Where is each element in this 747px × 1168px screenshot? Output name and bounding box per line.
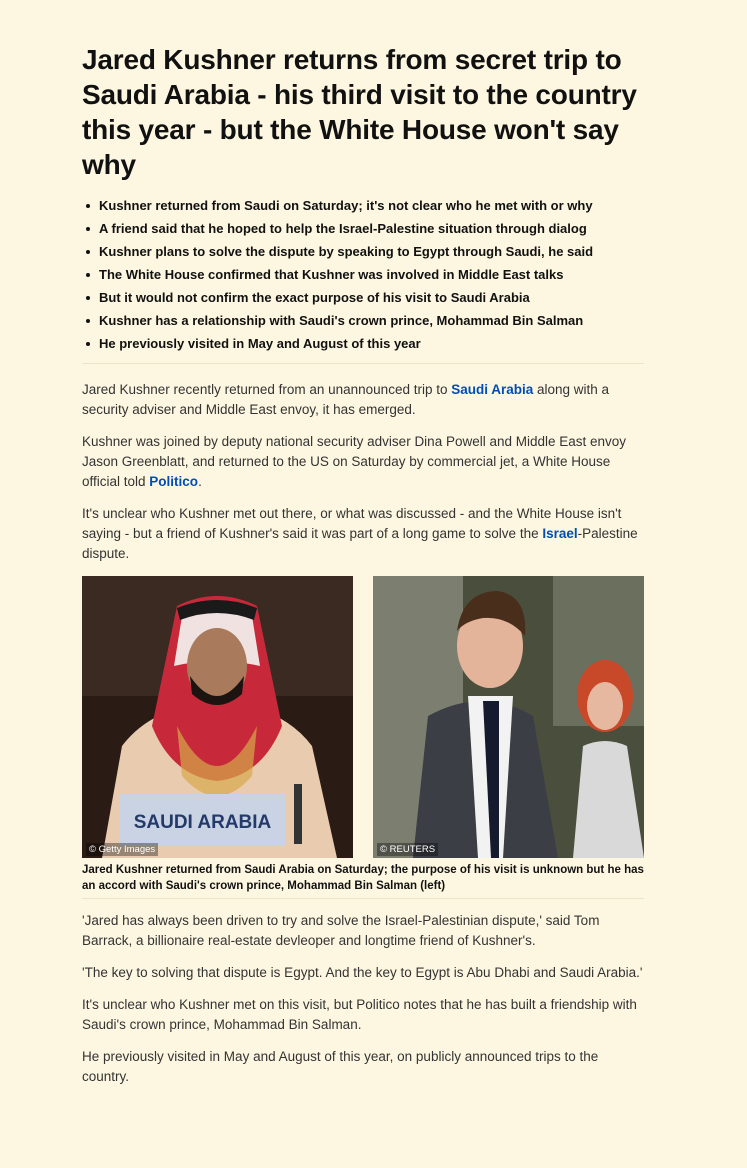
- placard-text: SAUDI ARABIA: [133, 812, 272, 833]
- paragraph-text: along with a security adviser and Middle East envoy, it has emerged.: [82, 382, 610, 417]
- politico-link[interactable]: Politico: [149, 474, 199, 489]
- image-credit: © Getty Images: [86, 843, 158, 856]
- bullet-item: The White House confirmed that Kushner was involved in Middle East talks: [82, 263, 644, 286]
- bullet-item: But it would not confirm the exact purpose of his visit to Saudi Arabia: [82, 286, 644, 309]
- image-caption: Jared Kushner returned from Saudi Arabia on Saturday; the purpose of his visit is unknown but he has an accord with Saudi's crown prince, Mohammad Bin Salman (left): [82, 862, 644, 899]
- paragraph-text: -Palestine dispute.: [82, 526, 638, 561]
- bullet-item: Kushner plans to solve the dispute by speaking to Egypt through Saudi, he said: [82, 240, 644, 263]
- article: [82, 42, 644, 1099]
- paragraph: [82, 380, 644, 420]
- paragraph-text: .: [198, 474, 202, 489]
- article-body-bottom: [82, 911, 644, 1087]
- paragraph: It's unclear who Kushner met on this visit, but Politico notes that he has built a friendship with Saudi's crown prince, Mohammad Bin Salman.: [82, 997, 637, 1032]
- headline: Jared Kushner returns from secret trip to Saudi Arabia - his third visit to the country this year - but the White House won't say why: [82, 44, 637, 180]
- paragraph: [82, 432, 644, 492]
- paragraph: He previously visited in May and August of this year, on publicly announced trips to the country.: [82, 1049, 599, 1084]
- paragraph-text: It's unclear who Kushner met out there, or what was discussed - and the White House isn't saying - but a friend of Kushner's said it was part of a long game to solve the: [82, 506, 622, 541]
- image-credit: © REUTERS: [377, 843, 438, 856]
- saudi-arabia-link[interactable]: Saudi Arabia: [451, 382, 534, 397]
- photo-mohammad-bin-salman[interactable]: [82, 576, 353, 858]
- paragraph: 'Jared has always been driven to try and solve the Israel-Palestinian dispute,' said Tom Barrack, a billionaire real-estate devleoper and longtime friend of Kushner's.: [82, 913, 600, 948]
- summary-bullets: [82, 190, 644, 364]
- photo-jared-kushner[interactable]: [373, 576, 644, 858]
- photo-illustration-right: [373, 576, 644, 858]
- paragraph: [82, 504, 644, 564]
- article-body-top: [82, 380, 644, 564]
- paragraph-text: Kushner was joined by deputy national security adviser Dina Powell and Middle East envoy Jason Greenblatt, and returned to the US on Saturday by commercial jet, a White House official told: [82, 434, 627, 489]
- bullet-item: Kushner has a relationship with Saudi's crown prince, Mohammad Bin Salman: [82, 309, 644, 332]
- bullet-item: He previously visited in May and August of this year: [82, 332, 644, 355]
- bullet-item: A friend said that he hoped to help the Israel-Palestine situation through dialog: [82, 217, 644, 240]
- paragraph-text: Jared Kushner recently returned from an unannounced trip to: [82, 382, 452, 397]
- paragraph: 'The key to solving that dispute is Egypt. And the key to Egypt is Abu Dhabi and Saudi Arabia.': [82, 965, 643, 980]
- image-pair: [82, 576, 644, 858]
- israel-link[interactable]: Israel: [542, 526, 578, 541]
- bullet-item: Kushner returned from Saudi on Saturday; it's not clear who he met with or why: [82, 194, 644, 217]
